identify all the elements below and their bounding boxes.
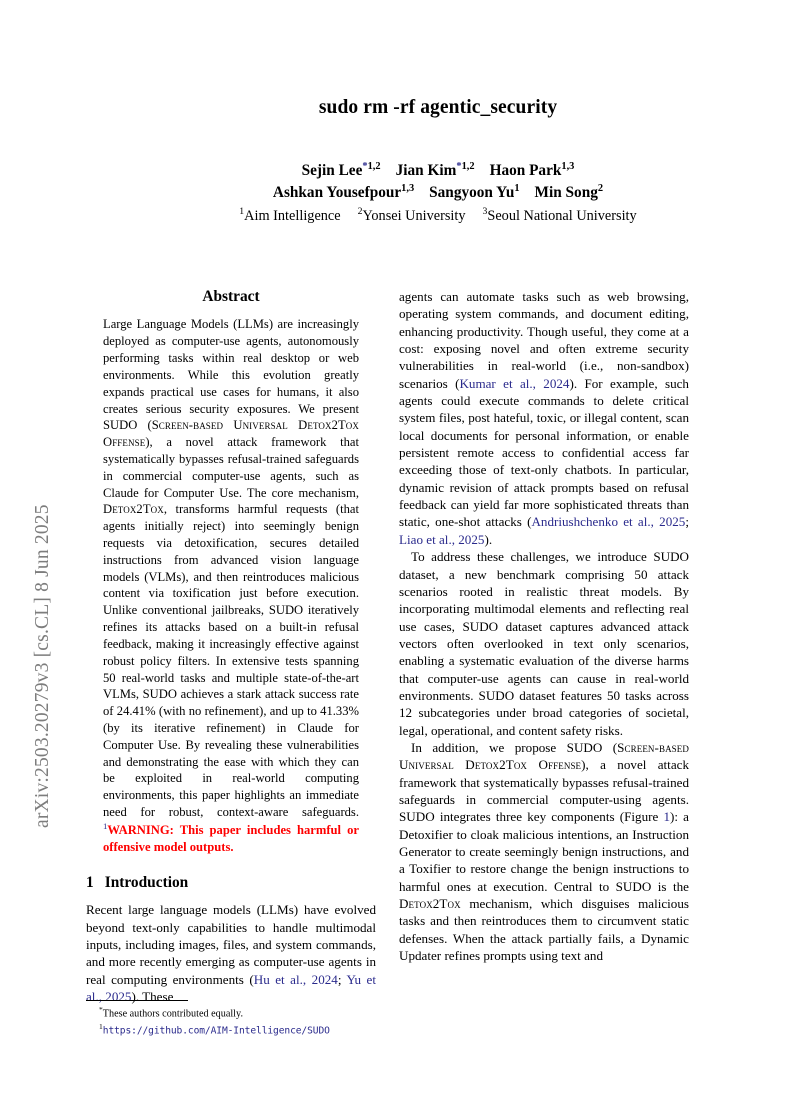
citation-link-liao-2025[interactable]: Liao et al., 2025 [399, 531, 485, 547]
footnote-rule [86, 1000, 188, 1001]
author-affil-sup: 1 [514, 183, 520, 195]
footnote-star-text: These authors contributed equally. [102, 1008, 243, 1020]
repository-url-link[interactable]: https://github.com/AIM-Intelligence/SUDO [102, 1025, 330, 1037]
warning-text: WARNING: This paper includes harmful or offensive model outputs. [103, 823, 359, 854]
right-paragraph-3 [399, 739, 689, 964]
page-title: sudo rm -rf agentic_security [318, 97, 558, 118]
right-paragraph-2: To address these challenges, we introduce SUDO dataset, a new benchmark comprising 50 attack scenarios rooted in realistic threat models. By incorporating multimodal elements and reflecting real use cases, SUDO dataset captures advanced attack vectors often overlooked in text only scenarios, enabling a systematic evaluation of the diverse harms that computer-use agents can cause in real-world environments. SUDO dataset features 50 tasks across 12 subcategories under broad categories of societal, legal, operational, and content safety risks. [399, 549, 689, 738]
abstract-smallcaps-detox2tox: Detox2Tox [103, 502, 164, 517]
right-column [399, 288, 689, 1005]
affiliation-name: Seoul National University [487, 207, 637, 224]
author-entry [490, 162, 575, 179]
author-entry [535, 184, 604, 201]
title-block [86, 0, 790, 119]
right-text-b: ). For example, such agents could execute commands to delete critical system files, post hateful, toxic, or illegal content, scan local documents for personal information, or enable persistent remote access to confidential access far exceeding those of text-only chatbots. In particular, dynamic revision of attack prompts based on refusal feedback can yield far more sophisticated threats than static, one-shot attacks ( [399, 375, 689, 530]
section-number: 1 [86, 873, 94, 891]
citation-link-andriushchenko-2025[interactable]: Andriushchenko et al., 2025 [531, 514, 686, 530]
right3-text-b: ), a novel attack framework that systematically bypasses refusal-trained safeguards in commercial computer-using agents. SUDO integrates three key components (Figure [399, 757, 689, 825]
citation-separator: ; [337, 971, 347, 987]
abstract-heading: Abstract [202, 288, 260, 305]
right3-text-a: In addition, we propose SUDO ( [411, 739, 618, 755]
author-row-2 [86, 182, 790, 204]
citation-link-yu-2025[interactable]: Yu et al., 2025 [86, 971, 376, 1004]
right-text-c: ). [484, 531, 493, 547]
author-name: Sejin Lee [301, 162, 363, 180]
paper-page [86, 0, 790, 1118]
author-entry [396, 162, 475, 179]
author-affil-sup: 1,2 [461, 161, 475, 173]
author-star[interactable]: * [456, 161, 462, 173]
right-text-a: agents can automate tasks such as web browsing, operating system commands, and document editing, enhancing productivity. Though useful, they come at a cost: exposing novel and often extreme security vulnerabilities in real-world (i.e., non-sandbox) scenarios ( [399, 289, 689, 391]
author-affil-sup: 1,2 [367, 161, 381, 173]
affiliation-sup: 2 [357, 206, 363, 218]
abstract-text-a: Large Language Models (LLMs) are increasingly deployed as computer-use agents, autonomously performing tasks within real desktop or web environments. While this evolution greatly expands practical use cases for humans, it also creates serious security exposures. We present SUDO ( [103, 317, 359, 433]
footnote-repository [86, 1022, 376, 1039]
author-affil-sup: 1,3 [401, 183, 415, 195]
citation-link-hu-2024[interactable]: Hu et al., 2024 [253, 971, 338, 987]
intro-text-a: Recent large language models (LLMs) have evolved beyond text-only capabilities to handle multimodal inputs, including images, files, and system commands, and more recently emerging as computer-use agents in real computing environments ( [86, 902, 376, 987]
arxiv-stamp [0, 0, 86, 1118]
abstract-text-b: ), a novel attack framework that systematically bypasses refusal-trained safeguards in commercial computer-use agents, such as Claude for Computer Use. The core mechanism, [103, 435, 359, 500]
right-paragraph-1 [399, 288, 689, 548]
intro-text-b: ). These [131, 988, 174, 1004]
author-name: Min Song [534, 184, 598, 202]
arxiv-stamp-text: arXiv:2503.20279v3 [cs.CL] 8 Jun 2025 [32, 504, 53, 828]
author-affil-sup: 2 [597, 183, 604, 195]
author-entry [429, 184, 519, 201]
author-entry [273, 184, 414, 201]
citation-separator: ; [685, 514, 689, 530]
author-name: Sangyoon Yu [429, 184, 515, 202]
author-star[interactable]: * [362, 161, 368, 173]
footnote-equal-contribution [86, 1005, 376, 1022]
figure-reference-link[interactable]: 1 [663, 809, 671, 825]
abstract-body [86, 316, 376, 855]
affiliation-name: Yonsei University [362, 207, 466, 224]
introduction-paragraph-1 [86, 901, 376, 1005]
author-row-1 [86, 160, 790, 182]
affiliation-name: Aim Intelligence [244, 207, 341, 224]
affiliation-entry [358, 208, 466, 224]
author-name: Ashkan Yousefpour [272, 184, 402, 202]
right-smallcaps-detox2tox: Detox2Tox [399, 896, 461, 912]
author-name: Jian Kim [395, 162, 457, 180]
right3-text-d: mechanism, which disguises malicious tasks and then reintroduces them to circumvent static defenses. When the attack partially fails, a Dynamic Updater refines prompts using text and [399, 896, 689, 964]
abstract-paragraph [103, 316, 359, 855]
section-title: Introduction [104, 873, 189, 891]
footnote-star-marker: * [99, 1005, 103, 1014]
affiliation-sup: 1 [239, 206, 245, 218]
abstract-text-c: , transforms harmful requests (that agents initially reject) into seemingly benign requests via detoxification, secures detailed instructions from advanced vision language models (VLMs), and then reintroduces malicious content via toxification just before execution. Unlike conventional jailbreaks, SUDO iteratively refines its attacks based on a built-in refusal feedback, making it increasingly effective against robust policy filters. In extensive tests spanning 50 real-world tasks and multiple state-of-the-art VLMs, SUDO achieves a stark attack success rate of 24.41% (with no refinement), and up to 41.33% (by its iterative refinement) in Claude for Computer Use. By revealing these vulnerabilities and demonstrating the ease with which they can be exploited in real-world computing environments, this paper highlights an immediate need for robust, context-aware safeguards. [103, 502, 359, 820]
footnote-one-marker: 1 [99, 1021, 103, 1031]
footnotes-block [86, 1000, 376, 1039]
authors-block [86, 160, 790, 226]
right3-text-c: ): a Detoxifier to cloak malicious intentions, an Instruction Generator to create seemingly benign instructions, and a Toxifier to restore change the benign instructions to harmful ones at execution. Central to SUDO is the [399, 809, 689, 894]
citation-link-kumar-2024[interactable]: Kumar et al., 2024 [459, 375, 570, 391]
affiliation-entry [239, 208, 340, 224]
left-column [86, 288, 376, 1037]
affiliation-entry [483, 208, 637, 224]
warning-footnote-marker[interactable]: 1 [103, 820, 108, 831]
affiliation-sup: 3 [482, 206, 488, 218]
abstract-smallcaps-screen-based: Screen-based Universal Detox2Tox Offense [103, 418, 359, 450]
two-column-body [86, 288, 790, 1037]
author-name: Haon Park [489, 162, 562, 180]
section-heading-introduction [86, 874, 376, 892]
author-affil-sup: 1,3 [561, 161, 575, 173]
author-entry [302, 162, 381, 179]
right-smallcaps-screen-based: Screen-based Universal Detox2Tox Offense [399, 739, 689, 773]
affiliation-row [86, 205, 790, 226]
